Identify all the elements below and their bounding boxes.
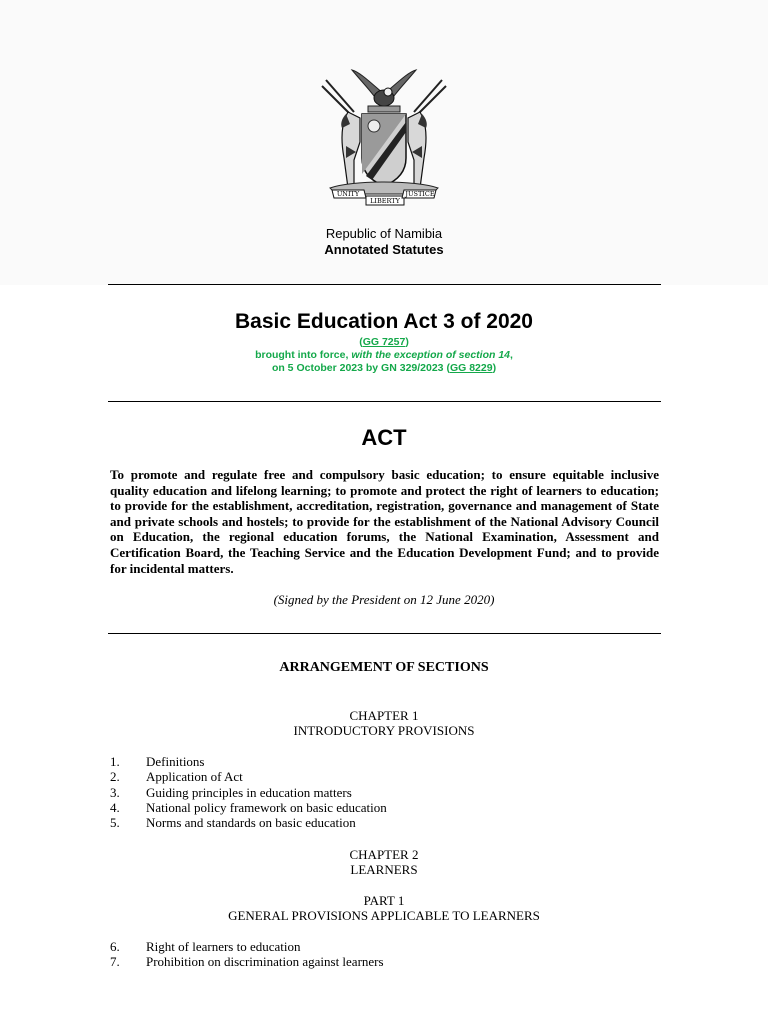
section-number: 1. [110,754,120,769]
chapter-1-label: CHAPTER 1 [349,708,419,723]
section-item [110,754,205,770]
section-number: 7. [110,954,120,969]
signed-note: (Signed by the President on 12 June 2020) [273,592,495,607]
section-item [110,954,384,970]
commencement-text: on 5 October 2023 by GN 329/2023 ( [271,362,450,374]
section-item [110,815,356,831]
force-suffix: , [510,349,513,361]
section-item [110,785,352,801]
document-title: Basic Education Act 3 of 2020 [235,310,533,333]
force-prefix: brought into force, [255,349,352,361]
chapter-1-title: INTRODUCTORY PROVISIONS [293,723,475,738]
section-item [110,769,243,785]
section-title: Guiding principles in education matters [146,785,352,800]
force-exception: with the exception of section 14 [351,349,511,361]
motto-justice: JUSTICE [405,190,435,198]
section-number: 6. [110,939,120,954]
chapter-2-label: CHAPTER 2 [349,847,419,862]
commencement-close-paren: ) [492,362,497,374]
section-title: Definitions [146,754,205,769]
section-title: National policy framework on basic education [146,800,387,815]
section-number: 3. [110,785,120,800]
motto-liberty: LIBERTY [370,197,400,205]
force-line [0,349,768,362]
section-title: Right of learners to education [146,939,301,954]
gazette-link-7257[interactable]: GG 7257 [362,336,406,348]
act-heading: ACT [361,425,407,450]
gazette-line [0,336,768,349]
divider-middle [108,401,661,402]
gazette-link-8229[interactable]: GG 8229 [449,362,493,374]
gazette-close-paren: ) [405,336,409,348]
section-number: 5. [110,815,120,830]
divider-bottom [108,633,661,634]
annotated-statutes-label: Annotated Statutes [324,242,444,257]
part-1-label: PART 1 [363,893,405,908]
long-title: To promote and regulate free and compulsory basic education; to ensure equitable inclusive quality education and lifelong learning; to promote and protect the right of learners to education; to provide for the establishment, accreditation, registration, governance and management of State and private schools and hostels; to provide for the establishment of the National Advisory Council on Education, the regional education forums, the National Examination, Assessment and Certification Board, the Teaching Service and the Education Development Fund; and to provide for incidental matters. [110,467,659,576]
section-item [110,939,301,955]
republic-label: Republic of Namibia [325,226,443,241]
section-title: Norms and standards on basic education [146,815,356,830]
gazette-open-paren: ( [359,336,363,348]
commencement-line [0,362,768,375]
chapter-2-title: LEARNERS [350,862,418,877]
divider-top [108,284,661,285]
namibia-coat-of-arms-icon [312,62,456,212]
section-item [110,800,387,816]
part-1-title: GENERAL PROVISIONS APPLICABLE TO LEARNERS [228,908,540,923]
section-number: 4. [110,800,120,815]
section-title: Application of Act [146,769,243,784]
arrangement-heading: ARRANGEMENT OF SECTIONS [279,660,489,675]
section-number: 2. [110,769,120,784]
gazette-info [0,336,768,375]
motto-unity: UNITY [336,190,360,198]
section-title: Prohibition on discrimination against learners [146,954,384,969]
